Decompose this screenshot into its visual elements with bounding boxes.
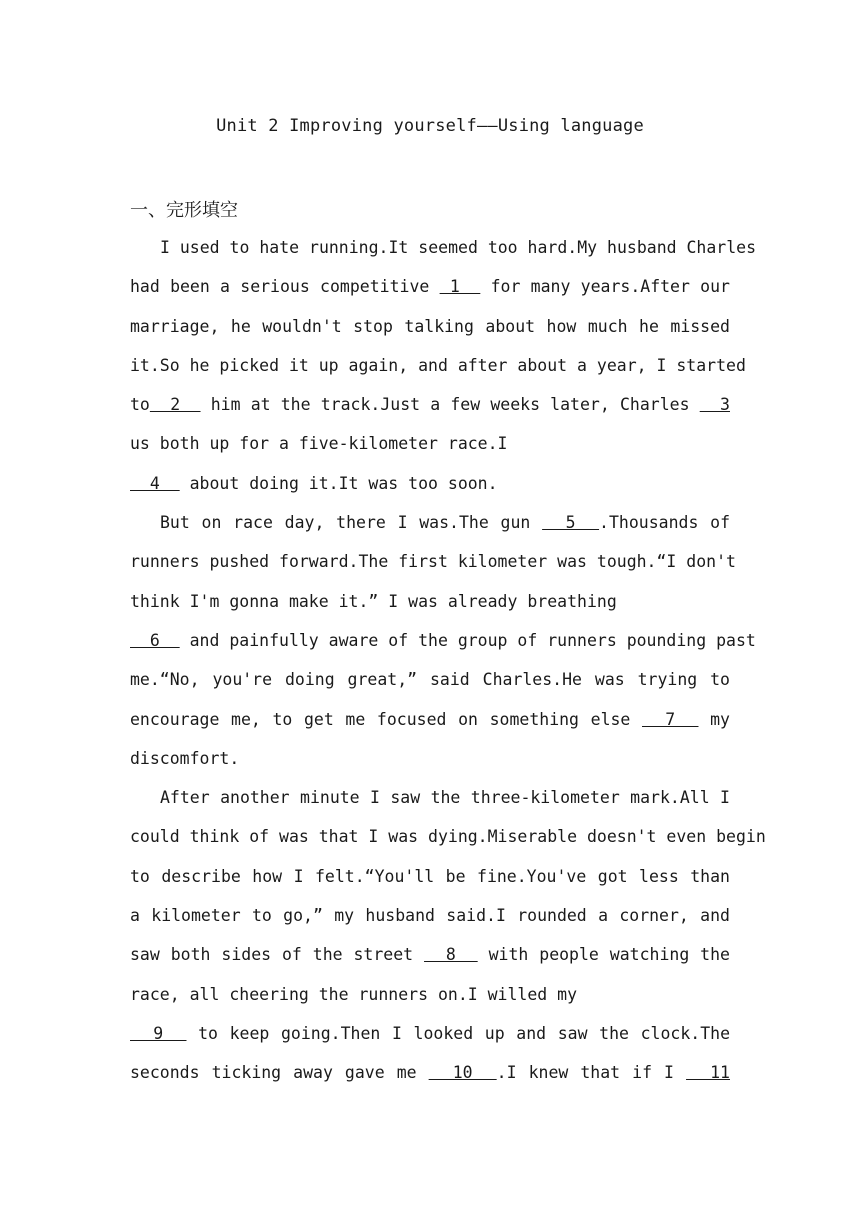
cloze-passage	[130, 228, 766, 1093]
passage-line: marriage, he wouldn't stop talking about how much he missed	[130, 316, 730, 336]
passage-line: I used to hate running.It seemed too hard.My husband Charles	[160, 238, 757, 257]
passage-line: race, all cheering the runners on.I willed my	[130, 984, 578, 1004]
blank-7: 7	[642, 709, 699, 729]
passage-line: 4 about doing it.It was too soon.	[130, 473, 498, 493]
passage-line: to 2 him at the track.Just a few weeks later, Charles 3	[130, 395, 730, 415]
passage-line: But on race day, there I was.The gun 5 .Thousands of	[160, 513, 731, 533]
blank-6: 6	[130, 630, 180, 650]
blank-11: 11	[686, 1063, 730, 1083]
passage-line: saw both sides of the street 8 with people watching the	[130, 945, 730, 965]
passage-line: could think of was that I was dying.Miserable doesn't even begin	[130, 827, 766, 847]
blank-5: 5	[542, 513, 600, 533]
passage-line: 6 and painfully aware of the group of runners pounding past	[130, 630, 756, 650]
passage-line: runners pushed forward.The first kilometer was tough.“I don't	[130, 552, 736, 572]
blank-2: 2	[149, 395, 201, 415]
passage-line: After another minute I saw the three-kilometer mark.All I	[160, 788, 730, 808]
passage-line: me.“No, you're doing great,” said Charles.He was trying to	[130, 670, 730, 690]
passage-line: a kilometer to go,” my husband said.I rounded a corner, and	[130, 906, 730, 926]
blank-9: 9	[130, 1023, 187, 1043]
blank-8: 8	[424, 945, 478, 965]
blank-10: 10	[428, 1063, 497, 1083]
passage-line: think I'm gonna make it.” I was already breathing	[130, 591, 617, 611]
document-title: Unit 2 Improving yourself——Using language	[216, 116, 644, 136]
passage-line: had been a serious competitive 1 for many years.After our	[130, 277, 730, 297]
section-heading: 一、完形填空	[130, 200, 238, 221]
passage-line: 9 to keep going.Then I looked up and saw the clock.The	[130, 1023, 730, 1043]
passage-line: encourage me, to get me focused on something else 7 my	[130, 709, 730, 729]
passage-line: seconds ticking away gave me 10 .I knew that if I 11	[130, 1063, 730, 1083]
passage-line: us both up for a five-kilometer race.I	[130, 434, 508, 454]
passage-line: it.So he picked it up again, and after about a year, I started	[130, 355, 746, 375]
blank-3: 3	[699, 395, 730, 415]
passage-line: to describe how I felt.“You'll be fine.You've got less than	[130, 866, 730, 886]
blank-1: 1	[439, 277, 481, 297]
blank-4: 4	[130, 473, 180, 493]
passage-line: discomfort.	[130, 748, 240, 768]
